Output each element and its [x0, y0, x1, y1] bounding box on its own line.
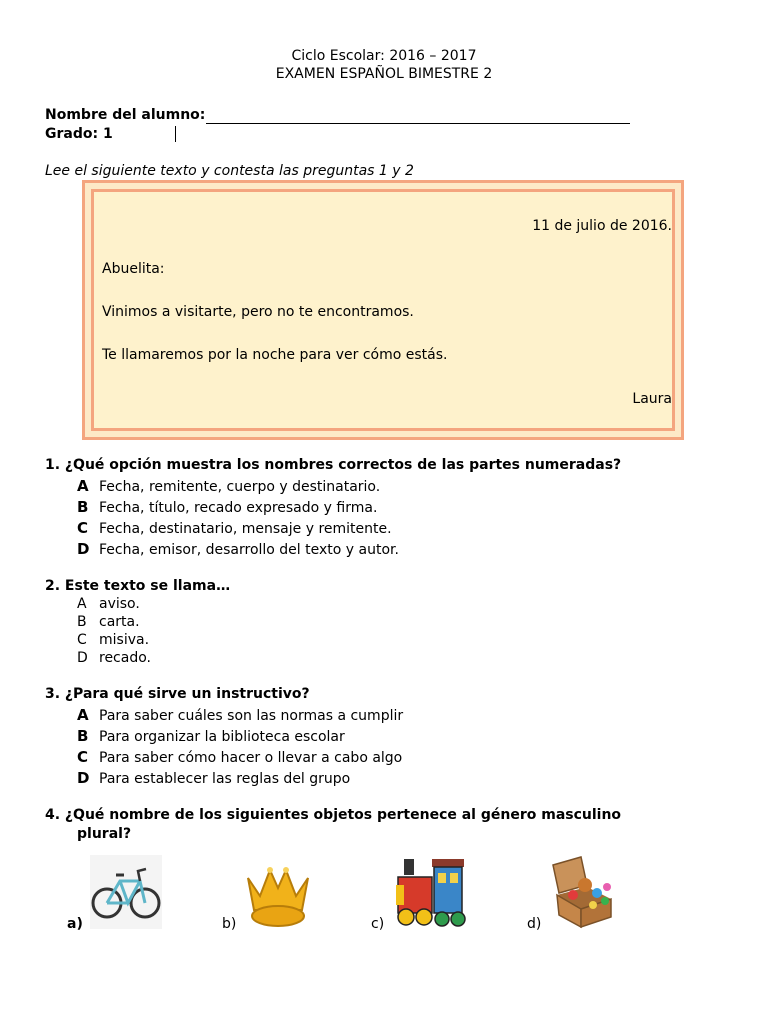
student-name-field[interactable] [206, 109, 630, 124]
question-3-option-b[interactable] [77, 726, 345, 747]
toy-box-icon[interactable] [547, 855, 619, 929]
option-letter: B [77, 727, 89, 745]
letter-box [82, 180, 684, 440]
question-4-line-1: 4. ¿Qué nombre de los siguientes objetos pertenece al género masculino [45, 807, 622, 823]
student-name-label: Nombre del alumno: [45, 107, 206, 123]
question-4-option-d-label[interactable]: d) [527, 916, 542, 932]
option-text: Para saber cuáles son las normas a cumplir [99, 708, 404, 724]
question-2-option-d[interactable] [77, 649, 151, 667]
question-3-option-c[interactable] [77, 747, 402, 768]
option-letter: B [77, 498, 89, 516]
option-letter: D [77, 650, 88, 666]
option-text: Para saber cómo hacer o llevar a cabo algo [99, 750, 403, 766]
option-letter: C [77, 748, 89, 766]
question-2-option-a[interactable] [77, 595, 140, 613]
option-text: recado. [99, 650, 151, 666]
option-text: Fecha, destinatario, mensaje y remitente. [99, 521, 392, 537]
student-name-row [45, 106, 630, 124]
question-1-option-b[interactable] [77, 497, 377, 518]
question-1-option-a[interactable] [77, 476, 380, 497]
question-1: 1. ¿Qué opción muestra los nombres correctos de las partes numeradas? [45, 457, 622, 473]
text-cursor [175, 126, 176, 142]
question-1-option-d[interactable] [77, 539, 399, 560]
question-3: 3. ¿Para qué sirve un instructivo? [45, 686, 310, 702]
reading-instruction: Lee el siguiente texto y contesta las preguntas 1 y 2 [45, 163, 414, 179]
bicycle-icon[interactable] [90, 855, 162, 929]
question-4-option-a-label[interactable]: a) [67, 916, 83, 932]
question-2: 2. Este texto se llama… [45, 578, 231, 594]
question-4-option-c-label[interactable]: c) [371, 916, 385, 932]
option-letter: A [77, 706, 89, 724]
letter-body-line-1: Vinimos a visitarte, pero no te encontramos. [102, 304, 414, 320]
letter-greeting: Abuelita: [102, 261, 165, 277]
grade-label: Grado: 1 [45, 126, 113, 142]
question-3-option-a[interactable] [77, 705, 403, 726]
option-letter: A [77, 477, 89, 495]
option-letter: B [77, 614, 87, 630]
option-text: Fecha, emisor, desarrollo del texto y autor. [99, 542, 399, 558]
option-text: misiva. [99, 632, 150, 648]
letter-inner-frame [91, 189, 675, 431]
school-year-title: Ciclo Escolar: 2016 – 2017 [291, 48, 477, 64]
option-text: carta. [99, 614, 140, 630]
option-text: aviso. [99, 596, 140, 612]
option-letter: A [77, 596, 87, 612]
question-1-option-c[interactable] [77, 518, 392, 539]
option-text: Fecha, remitente, cuerpo y destinatario. [99, 479, 381, 495]
letter-signature: Laura [632, 391, 672, 407]
crown-icon[interactable] [242, 858, 314, 930]
option-letter: D [77, 540, 90, 558]
grade-row [45, 125, 176, 143]
toy-train-icon[interactable] [392, 855, 470, 929]
option-letter: D [77, 769, 90, 787]
exam-title: EXAMEN ESPAÑOL BIMESTRE 2 [275, 66, 493, 82]
question-3-option-d[interactable] [77, 768, 350, 789]
option-letter: C [77, 632, 87, 648]
option-letter: C [77, 519, 89, 537]
question-4-option-b-label[interactable]: b) [222, 916, 237, 932]
option-text: Para organizar la biblioteca escolar [99, 729, 345, 745]
option-text: Para establecer las reglas del grupo [99, 771, 351, 787]
question-4-line-2: plural? [77, 826, 132, 842]
option-text: Fecha, título, recado expresado y firma. [99, 500, 378, 516]
letter-date: 11 de julio de 2016. [532, 218, 672, 234]
letter-body-line-2: Te llamaremos por la noche para ver cómo estás. [102, 347, 448, 363]
question-2-option-c[interactable] [77, 631, 149, 649]
question-2-option-b[interactable] [77, 613, 140, 631]
